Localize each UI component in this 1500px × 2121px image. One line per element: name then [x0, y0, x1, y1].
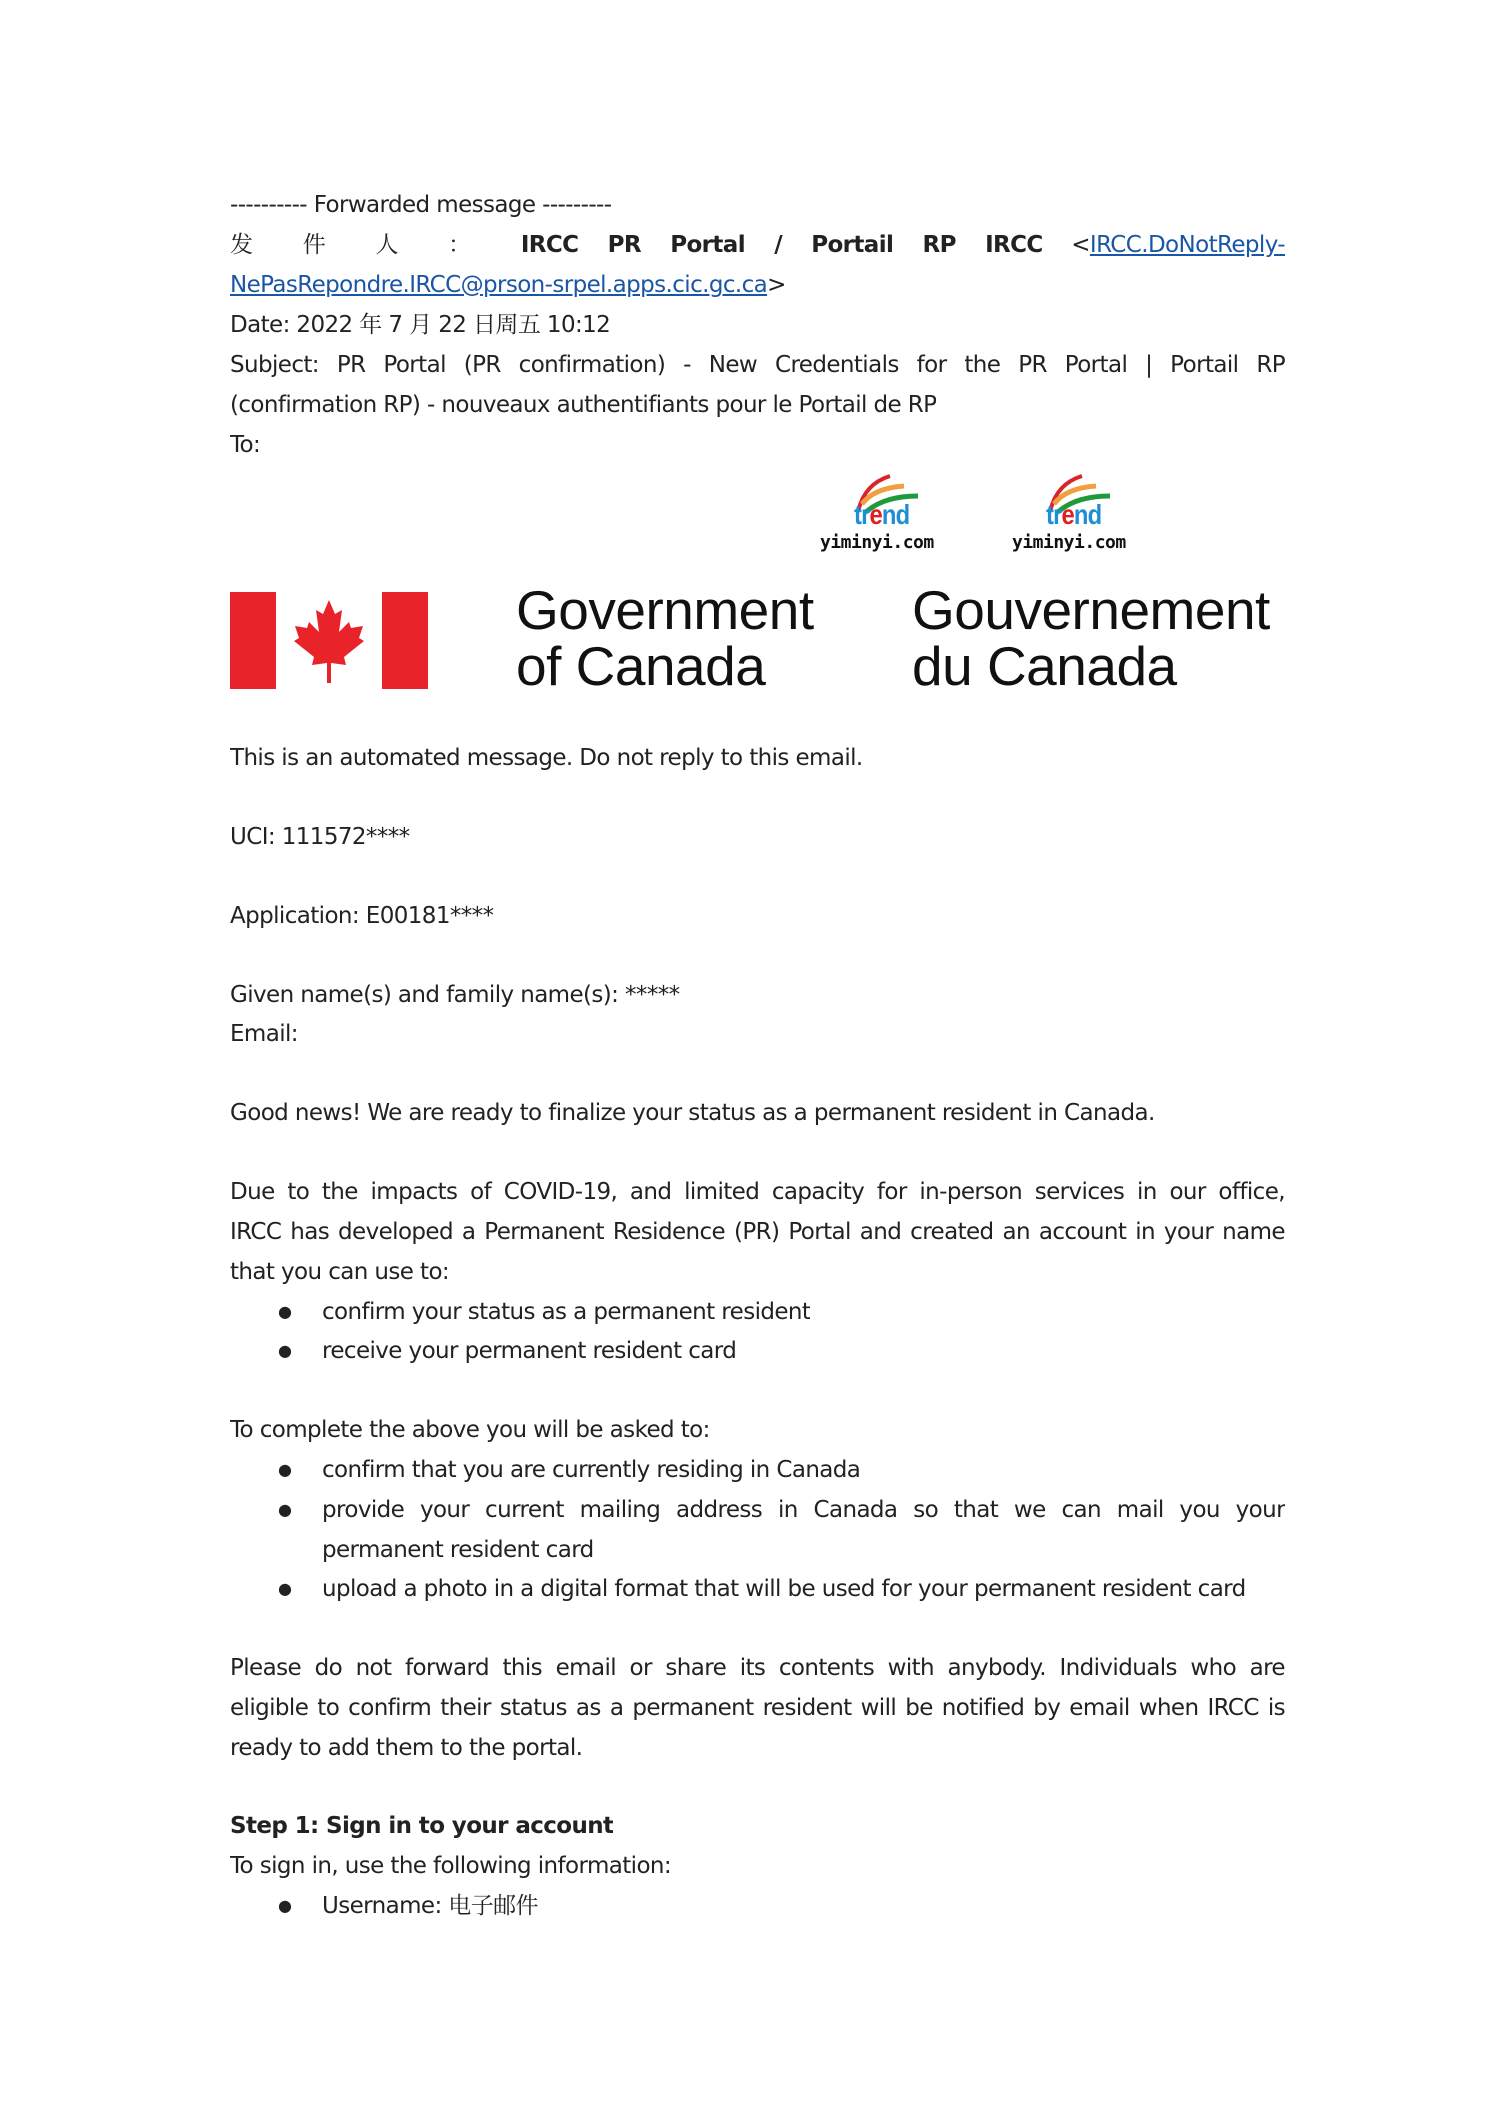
flag-right-bar: [382, 592, 428, 689]
bullet-icon: ●: [278, 1896, 292, 1915]
use-item: receive your permanent resident card: [322, 1338, 737, 1364]
complete-item: provide your current mailing address in Canada so that we can mail you your: [322, 1497, 1285, 1523]
watermark-brand: trend: [1046, 499, 1102, 530]
step1-title: Step 1: Sign in to your account: [230, 1813, 614, 1839]
good-news-text: Good news! We are ready to finalize your status as a permanent resident in Canada.: [230, 1100, 1155, 1126]
from-email-link-part1[interactable]: IRCC.DoNotReply-: [1089, 232, 1285, 258]
email-field: Email:: [230, 1021, 298, 1047]
to-line: To:: [230, 432, 261, 458]
bullet-icon: ●: [278, 1460, 292, 1479]
trend-logo-icon: [848, 474, 918, 514]
logo-fr-line2: du Canada: [912, 635, 1177, 697]
watermark-url: yiminyi.com: [1012, 532, 1126, 553]
from-name: IRCC PR Portal / Portail RP IRCC: [520, 232, 1043, 258]
subject-line-2: (confirmation RP) - nouveaux authentifiants pour le Portail de RP: [230, 392, 937, 418]
covid-line-2: IRCC has developed a Permanent Residence (PR) Portal and created an account in your name: [230, 1219, 1285, 1245]
trend-logo-icon: [1040, 474, 1110, 514]
maple-leaf-icon: [294, 600, 364, 683]
watermark-url: yiminyi.com: [820, 532, 934, 553]
watermark: [818, 474, 958, 556]
please-line-3: ready to add them to the portal.: [230, 1735, 583, 1761]
from-label: 发 件 人 ：: [230, 232, 493, 258]
please-line-1: Please do not forward this email or share its contents with anybody. Individuals who are: [230, 1655, 1285, 1681]
from-email-line2: NePasRepondre.IRCC@prson-srpel.apps.cic.gc.ca>: [230, 272, 786, 298]
bullet-icon: ●: [278, 1302, 292, 1321]
application-field: Application: E00181****: [230, 903, 494, 929]
name-field: Given name(s) and family name(s): *****: [230, 982, 680, 1008]
automated-notice: This is an automated message. Do not reply to this email.: [230, 745, 863, 771]
from-email-link-part2[interactable]: NePasRepondre.IRCC@prson-srpel.apps.cic.gc.ca: [230, 272, 768, 298]
flag-left-bar: [230, 592, 276, 689]
logo-en-line1: Government: [516, 579, 814, 641]
covid-line-1: Due to the impacts of COVID-19, and limited capacity for in-person services in our office,: [230, 1179, 1285, 1205]
uci-field: UCI: 111572****: [230, 824, 410, 850]
use-item: confirm your status as a permanent resident: [322, 1299, 811, 1325]
canada-flag-logo: [230, 592, 428, 689]
bullet-icon: ●: [278, 1500, 292, 1519]
complete-item-continued: permanent resident card: [322, 1537, 594, 1563]
forwarded-header: ---------- Forwarded message ---------: [230, 192, 612, 218]
username-item: Username: 电子邮件: [322, 1893, 538, 1919]
logo-fr-line1: Gouvernement: [912, 579, 1270, 641]
covid-line-3: that you can use to:: [230, 1259, 450, 1285]
logo-en-line2: of Canada: [516, 635, 766, 697]
complete-intro: To complete the above you will be asked to:: [230, 1417, 710, 1443]
please-line-2: eligible to confirm their status as a permanent resident will be notified by email when IRCC is: [230, 1695, 1285, 1721]
complete-item: confirm that you are currently residing in Canada: [322, 1457, 861, 1483]
watermark: [1010, 474, 1150, 556]
watermark-brand: trend: [854, 499, 910, 530]
subject-line-1: Subject: PR Portal (PR confirmation) - New Credentials for the PR Portal | Portail RP: [230, 352, 1285, 378]
from-line: 发 件 人 ： IRCC PR Portal / Portail RP IRCC <IRCC.DoNotReply-: [230, 232, 1285, 258]
step1-intro: To sign in, use the following information:: [230, 1853, 672, 1879]
complete-item: upload a photo in a digital format that will be used for your permanent resident card: [322, 1576, 1246, 1602]
bullet-icon: ●: [278, 1341, 292, 1360]
bullet-icon: ●: [278, 1579, 292, 1598]
date-line: Date: 2022 年 7 月 22 日周五 10:12: [230, 312, 611, 338]
